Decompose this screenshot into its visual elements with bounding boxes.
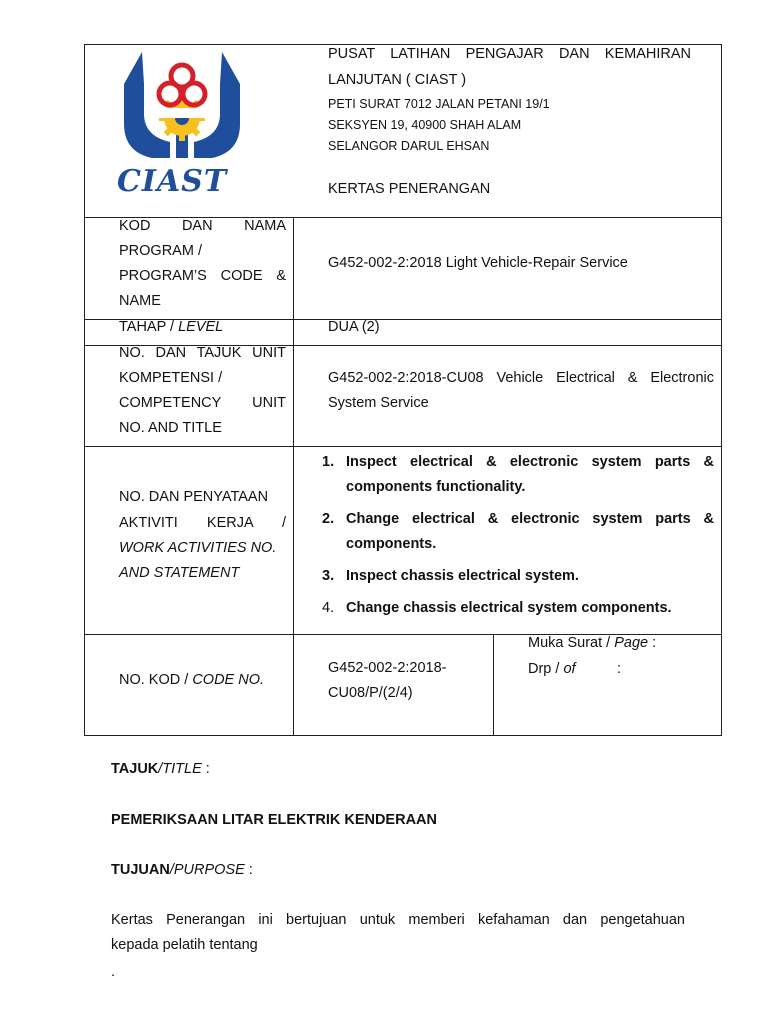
list-item — [322, 596, 714, 621]
list-item-number: 3. — [322, 568, 335, 584]
list-item — [322, 450, 714, 500]
unit-label-line3: COMPETENCY UNIT — [119, 395, 286, 411]
list-item-text: Inspect chassis electrical system. — [346, 568, 579, 584]
column-divider — [293, 217, 294, 736]
activities-label-line4: AND STATEMENT — [119, 565, 240, 581]
program-label-line2: PROGRAM / — [119, 243, 202, 259]
activities-list — [322, 450, 714, 628]
activities-label-line2: AKTIVITI KERJA / — [119, 515, 286, 531]
page-number-label — [528, 631, 656, 656]
unit-label-line1: NO. DAN TAJUK UNIT — [119, 345, 286, 361]
row-divider — [84, 446, 722, 447]
page-label-colon: : — [648, 635, 657, 651]
institute-name-line2: LANJUTAN ( CIAST ) — [328, 72, 467, 88]
unit-label-line4: NO. AND TITLE — [119, 420, 222, 436]
unit-label-line2: KOMPETENSI / — [119, 370, 223, 386]
title-label — [111, 757, 210, 782]
level-label-ms: TAHAP / — [119, 319, 179, 335]
level-value: DUA (2) — [328, 319, 380, 335]
code-label-en: CODE NO. — [192, 672, 265, 688]
list-item-text: Inspect electrical & electronic system parts & components functionality. — [346, 454, 714, 495]
column-divider — [493, 634, 494, 736]
list-item-text: Change chassis electrical system components. — [346, 600, 672, 616]
code-label-ms: NO. KOD / — [119, 672, 193, 688]
activities-label-line3: WORK ACTIVITIES NO. — [119, 540, 277, 556]
level-label-en: LEVEL — [178, 319, 224, 335]
institute-name-line1: PUSAT LATIHAN PENGAJAR DAN KEMAHIRAN — [328, 46, 691, 62]
code-label — [119, 668, 264, 693]
program-value: G452-002-2:2018 Light Vehicle-Repair Service — [328, 255, 628, 271]
purpose-label-colon: : — [244, 862, 253, 878]
page-label-en: Page — [614, 635, 649, 651]
activities-label-line1: NO. DAN PENYATAAN — [119, 489, 269, 505]
page-label-ms: Muka Surat / — [528, 635, 615, 651]
purpose-label-ms: TUJUAN — [111, 862, 170, 878]
purpose-text-line2: kepada pelatih tentang — [111, 937, 258, 953]
code-value-line1: G452-002-2:2018- — [328, 660, 447, 676]
of-label-en: of — [563, 661, 576, 677]
of-label-colon: : — [617, 661, 622, 677]
purpose-text-line1: Kertas Penerangan ini bertujuan untuk memberi kefahaman dan pengetahuan — [111, 912, 685, 928]
unit-value-line1: G452-002-2:2018-CU08 Vehicle Electrical & Electronic — [328, 370, 714, 386]
purpose-text-line3: . — [111, 964, 116, 980]
list-item-text: Change electrical & electronic system parts & components. — [346, 511, 714, 552]
title-label-ms: TAJUK — [111, 761, 159, 777]
address-line1: PETI SURAT 7012 JALAN PETANI 19/1 — [328, 97, 550, 111]
list-item-number: 2. — [322, 511, 335, 527]
program-label-line1: KOD DAN NAMA — [119, 218, 286, 234]
sheet-type: KERTAS PENERANGAN — [328, 181, 491, 197]
ciast-logo-text: CIAST — [117, 164, 228, 199]
address-line2: SEKSYEN 19, 40900 SHAH ALAM — [328, 118, 522, 132]
program-label-line3: PROGRAM’S CODE & — [119, 268, 286, 284]
code-value-line2: CU08/P/(2/4) — [328, 685, 413, 701]
page-of-label — [528, 657, 576, 682]
purpose-label-en: /PURPOSE — [169, 862, 245, 878]
list-item-number: 4. — [322, 600, 335, 616]
of-label-ms: Drp / — [528, 661, 564, 677]
document-title: PEMERIKSAAN LITAR ELEKTRIK KENDERAAN — [111, 812, 437, 828]
list-item — [322, 507, 714, 557]
list-item-number: 1. — [322, 454, 335, 470]
purpose-label — [111, 858, 253, 883]
level-label — [119, 315, 223, 340]
list-item — [322, 564, 714, 589]
title-label-colon: : — [201, 761, 210, 777]
unit-value-line2: System Service — [328, 395, 429, 411]
program-label-line4: NAME — [119, 293, 161, 309]
title-label-en: /TITLE — [158, 761, 202, 777]
address-line3: SELANGOR DARUL EHSAN — [328, 139, 490, 153]
